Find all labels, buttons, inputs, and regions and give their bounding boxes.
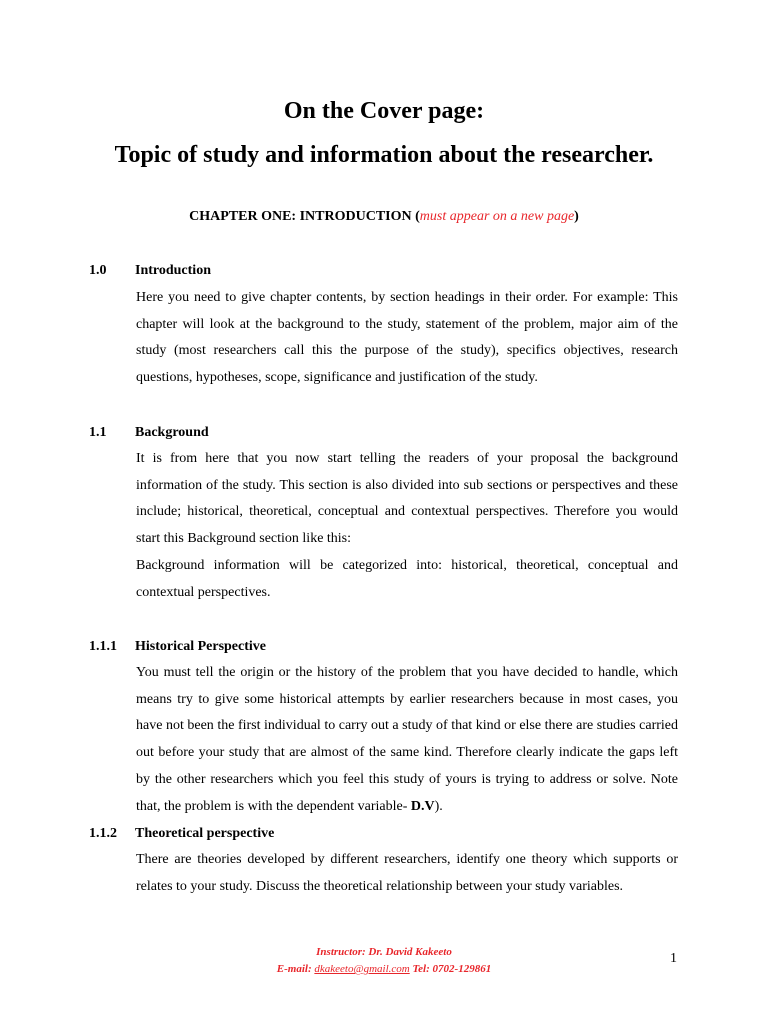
footer-email-link[interactable]: dkakeeto@gmail.com [314, 963, 410, 975]
paragraph: There are theories developed by different researchers, identify one theory which supports or relates to your study. Discuss the theoretical relationship between your study variables. [136, 852, 678, 894]
cover-title-line2: Topic of study and information about the researcher. [114, 142, 654, 168]
paragraph-text-end: ). [434, 798, 443, 814]
section-body-1-1-2 [136, 847, 678, 900]
chapter-open-paren: ( [411, 209, 420, 224]
section-number: 1.1.2 [89, 826, 117, 841]
section-heading-1-1 [89, 423, 209, 443]
section-number: 1.0 [89, 263, 107, 278]
section-title: Introduction [135, 263, 211, 278]
page-footer [0, 944, 768, 978]
chapter-close-paren: ) [574, 209, 579, 224]
chapter-heading [0, 207, 768, 227]
section-title: Historical Perspective [135, 639, 267, 654]
cover-title-line1: On the Cover page: [283, 98, 485, 124]
paragraph: It is from here that you now start telling the readers of your proposal the background information of the study. This section is also divided into sub sections or perspectives and these include; historical, theoretical, conceptual and contextual perspectives. Therefore you would start this Background section like this: [136, 451, 678, 547]
chapter-note: must appear on a new page [419, 209, 575, 224]
section-heading-1-1-2 [89, 824, 274, 844]
section-heading-1-1-1 [89, 637, 266, 657]
section-number: 1.1.1 [89, 639, 117, 654]
paragraph: Here you need to give chapter contents, by section headings in their order. For example: This chapter will look at the background to the study, statement of the problem, major aim of the study (most researchers call this the purpose of the study), specifics objectives, research questions, hypotheses, scope, significance and justification of the study. [136, 290, 678, 386]
footer-instructor: Instructor: Dr. David Kakeeto [316, 946, 452, 958]
section-title: Theoretical perspective [135, 826, 275, 841]
paragraph: Background information will be categorized into: historical, theoretical, conceptual and contextual perspectives. [136, 557, 678, 600]
section-body-1-0 [136, 285, 678, 392]
page-number: 1 [670, 951, 677, 966]
paragraph [136, 660, 678, 820]
section-title: Background [135, 425, 209, 440]
section-body-1-1 [136, 446, 678, 606]
footer-contact [0, 961, 768, 978]
chapter-title: CHAPTER ONE: INTRODUCTION [189, 209, 412, 224]
section-body-1-1-1 [136, 660, 678, 820]
section-heading-1-0 [89, 261, 211, 281]
dependent-variable-term: D.V [410, 798, 435, 814]
paragraph-text: You must tell the origin or the history of the problem that you have decided to handle, which means try to give some historical attempts by earlier researchers because in most cases, you have not been the first individual to carry out a study of that kind or else there are studies carried out before your study that are almost of the same kind. Therefore clearly indicate the gaps left by the other researchers which you feel this study of yours is trying to address or solve. Note that, the problem is with the dependent variable- [136, 665, 678, 814]
footer-tel: Tel: 0702-129861 [409, 963, 492, 975]
section-number: 1.1 [89, 425, 107, 440]
footer-email-label: E-mail: [276, 963, 315, 975]
